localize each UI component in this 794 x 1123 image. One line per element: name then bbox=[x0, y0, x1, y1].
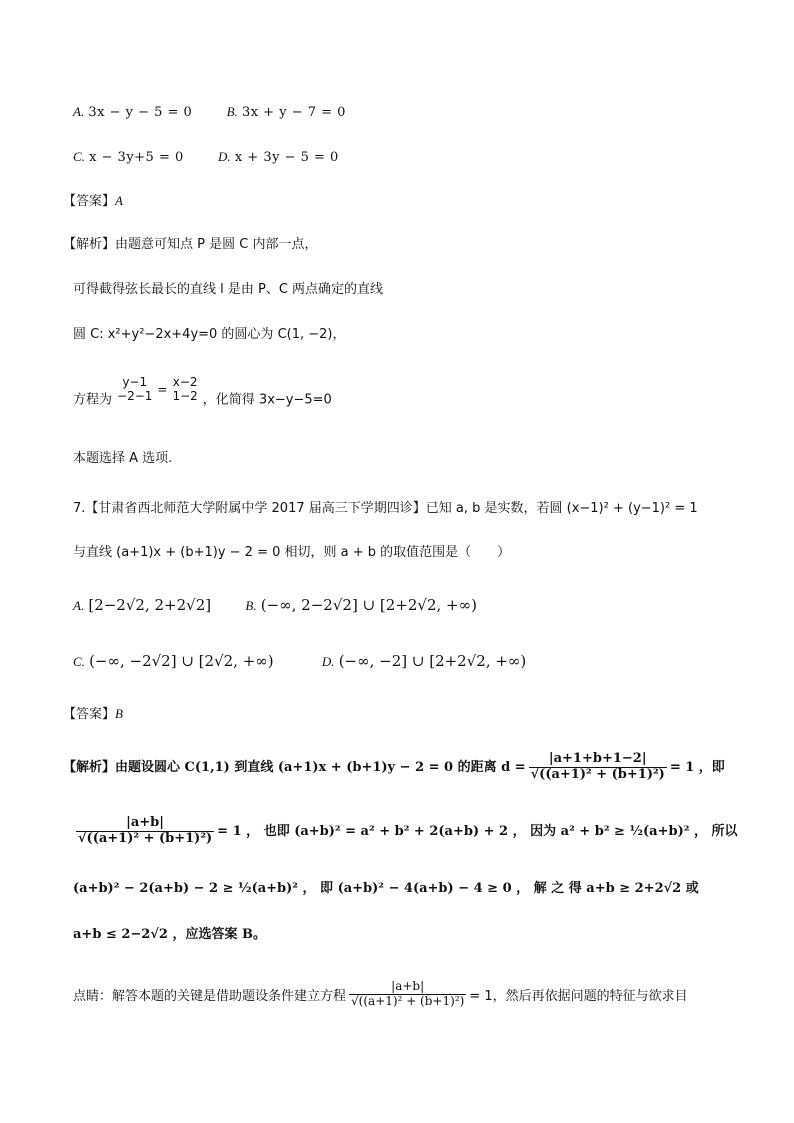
q7-answer-label: 【答案】 bbox=[63, 707, 116, 722]
q6-options-row-2 bbox=[73, 150, 339, 164]
q7-option-d: (−∞, −2] ∪ [2+2√2, +∞) bbox=[338, 652, 527, 670]
q6-eq-right-den: 1−2 bbox=[172, 388, 198, 403]
q7-a2-num: |a+b| bbox=[76, 816, 214, 832]
q7-option-a: [2−2√2, 2+2√2] bbox=[88, 596, 212, 614]
q7-options-row-1 bbox=[73, 598, 477, 613]
q6-analysis-text-2: 可得截得弦长最长的直线 l 是由 P、C 两点确定的直线 bbox=[73, 282, 384, 297]
q6-analysis-text-3: 圆 C: x²+y²−2x+4y=0 的圆心为 C(1, −2)， bbox=[73, 327, 346, 342]
q7-tip-text-2: = 1，然后再依据问题的特征与欲求目 bbox=[469, 988, 688, 1004]
q7-answer bbox=[63, 707, 123, 721]
q6-options-row-1 bbox=[73, 105, 346, 119]
q7-option-c-label: C. bbox=[73, 654, 85, 669]
q6-eq-prefix: 方程为 bbox=[73, 392, 113, 408]
q7-a2-fraction bbox=[76, 816, 214, 847]
q7-option-b-label: B. bbox=[245, 598, 257, 613]
q6-analysis-3 bbox=[73, 328, 346, 341]
q6-eq-left-den: −2−1 bbox=[117, 388, 153, 403]
q7-tip-num: |a+b| bbox=[349, 980, 466, 995]
q7-stem-2 bbox=[73, 546, 510, 559]
q7-analysis-label: 【解析】 bbox=[63, 759, 116, 775]
q6-option-a: 3x − y − 5 = 0 bbox=[88, 105, 193, 120]
q6-select bbox=[73, 452, 172, 465]
q6-eq-left-num: y−1 bbox=[122, 375, 148, 389]
q7-stem-1 bbox=[73, 502, 698, 515]
q6-option-d: x + 3y − 5 = 0 bbox=[234, 150, 339, 165]
q7-options-row-2 bbox=[73, 654, 526, 669]
q6-eq-suffix: ，化简得 3x−y−5=0 bbox=[202, 392, 332, 408]
q6-option-c: x − 3y+5 = 0 bbox=[89, 150, 184, 165]
q7-analysis-text-1b: = 1 ，即 bbox=[669, 759, 725, 775]
q6-answer-label: 【答案】 bbox=[63, 194, 116, 209]
q6-option-d-label: D. bbox=[218, 149, 231, 164]
q6-option-a-label: A. bbox=[73, 104, 85, 119]
q6-eq-equals: = bbox=[157, 382, 168, 397]
q7-analysis-2 bbox=[73, 816, 737, 847]
q7-analysis-text-2: = 1 ， 也即 (a+b)² = a² + b² + 2(a+b) + 2 ， 因为 a² + b² ≥ ½(a+b)² ， 所以 bbox=[217, 823, 738, 839]
q7-tip-text-1: 解答本题的关键是借助题设条件建立方程 bbox=[112, 988, 347, 1004]
q6-option-c-label: C. bbox=[73, 149, 85, 164]
q7-a2-den: √((a+1)² + (b+1)²) bbox=[78, 830, 213, 846]
q7-analysis-3 bbox=[73, 882, 699, 895]
q7-analysis-4 bbox=[73, 928, 266, 941]
q7-analysis-text-4: a+b ≤ 2−2√2 ，应选答案 B。 bbox=[73, 927, 266, 942]
q6-equation bbox=[73, 376, 332, 406]
q6-select-text: 本题选择 A 选项. bbox=[73, 451, 173, 466]
q7-d-num: |a+1+b+1−2| bbox=[529, 752, 667, 768]
q7-stem-text-2: 与直线 (a+1)x + (b+1)y − 2 = 0 相切，则 a + b 的取值范围是（ ） bbox=[73, 545, 511, 560]
q7-option-b: (−∞, 2−2√2] ∪ [2+2√2, +∞) bbox=[260, 596, 477, 614]
q6-eq-left-fraction bbox=[115, 376, 154, 404]
q6-eq-right-num: x−2 bbox=[172, 375, 198, 389]
q7-tip-label: 点睛： bbox=[73, 988, 113, 1004]
q6-analysis-label: 【解析】 bbox=[63, 237, 116, 252]
q6-option-b: 3x + y − 7 = 0 bbox=[241, 105, 346, 120]
q6-analysis-1 bbox=[63, 238, 317, 251]
q6-answer bbox=[63, 194, 123, 208]
q7-analysis-text-3: (a+b)² − 2(a+b) − 2 ≥ ½(a+b)² ， 即 (a+b)² − 4(a+b) − 4 ≥ 0 ， 解 之 得 a+b ≥ 2+2√2 或 bbox=[73, 881, 699, 896]
q7-stem-text-1: 7.【甘肃省西北师范大学附属中学 2017 届高三下学期四诊】已知 a, b 是实数，若圆 (x−1)² + (y−1)² = 1 bbox=[73, 501, 698, 516]
q7-option-d-label: D. bbox=[321, 654, 335, 669]
q7-option-c: (−∞, −2√2] ∪ [2√2, +∞) bbox=[89, 652, 274, 670]
q7-analysis-text-1a: 由题设圆心 C(1,1) 到直线 (a+1)x + (b+1)y − 2 = 0 的距离 d = bbox=[115, 759, 526, 775]
q6-answer-value: A bbox=[115, 193, 123, 208]
q7-analysis-1 bbox=[63, 752, 725, 783]
q7-d-den: √((a+1)² + (b+1)²) bbox=[530, 766, 665, 782]
q6-option-b-label: B. bbox=[226, 104, 238, 119]
q7-answer-value: B bbox=[115, 706, 123, 721]
q7-tip-fraction bbox=[349, 980, 466, 1009]
q7-tip bbox=[73, 980, 688, 1009]
q6-analysis-2 bbox=[73, 283, 383, 296]
q7-option-a-label: A. bbox=[73, 598, 85, 613]
q7-d-fraction bbox=[529, 752, 667, 783]
q7-tip-den: √((a+1)² + (b+1)²) bbox=[351, 993, 465, 1008]
q6-eq-right-fraction bbox=[170, 376, 199, 404]
q6-analysis-text-1: 由题意可知点 P 是圆 C 内部一点， bbox=[115, 237, 318, 252]
